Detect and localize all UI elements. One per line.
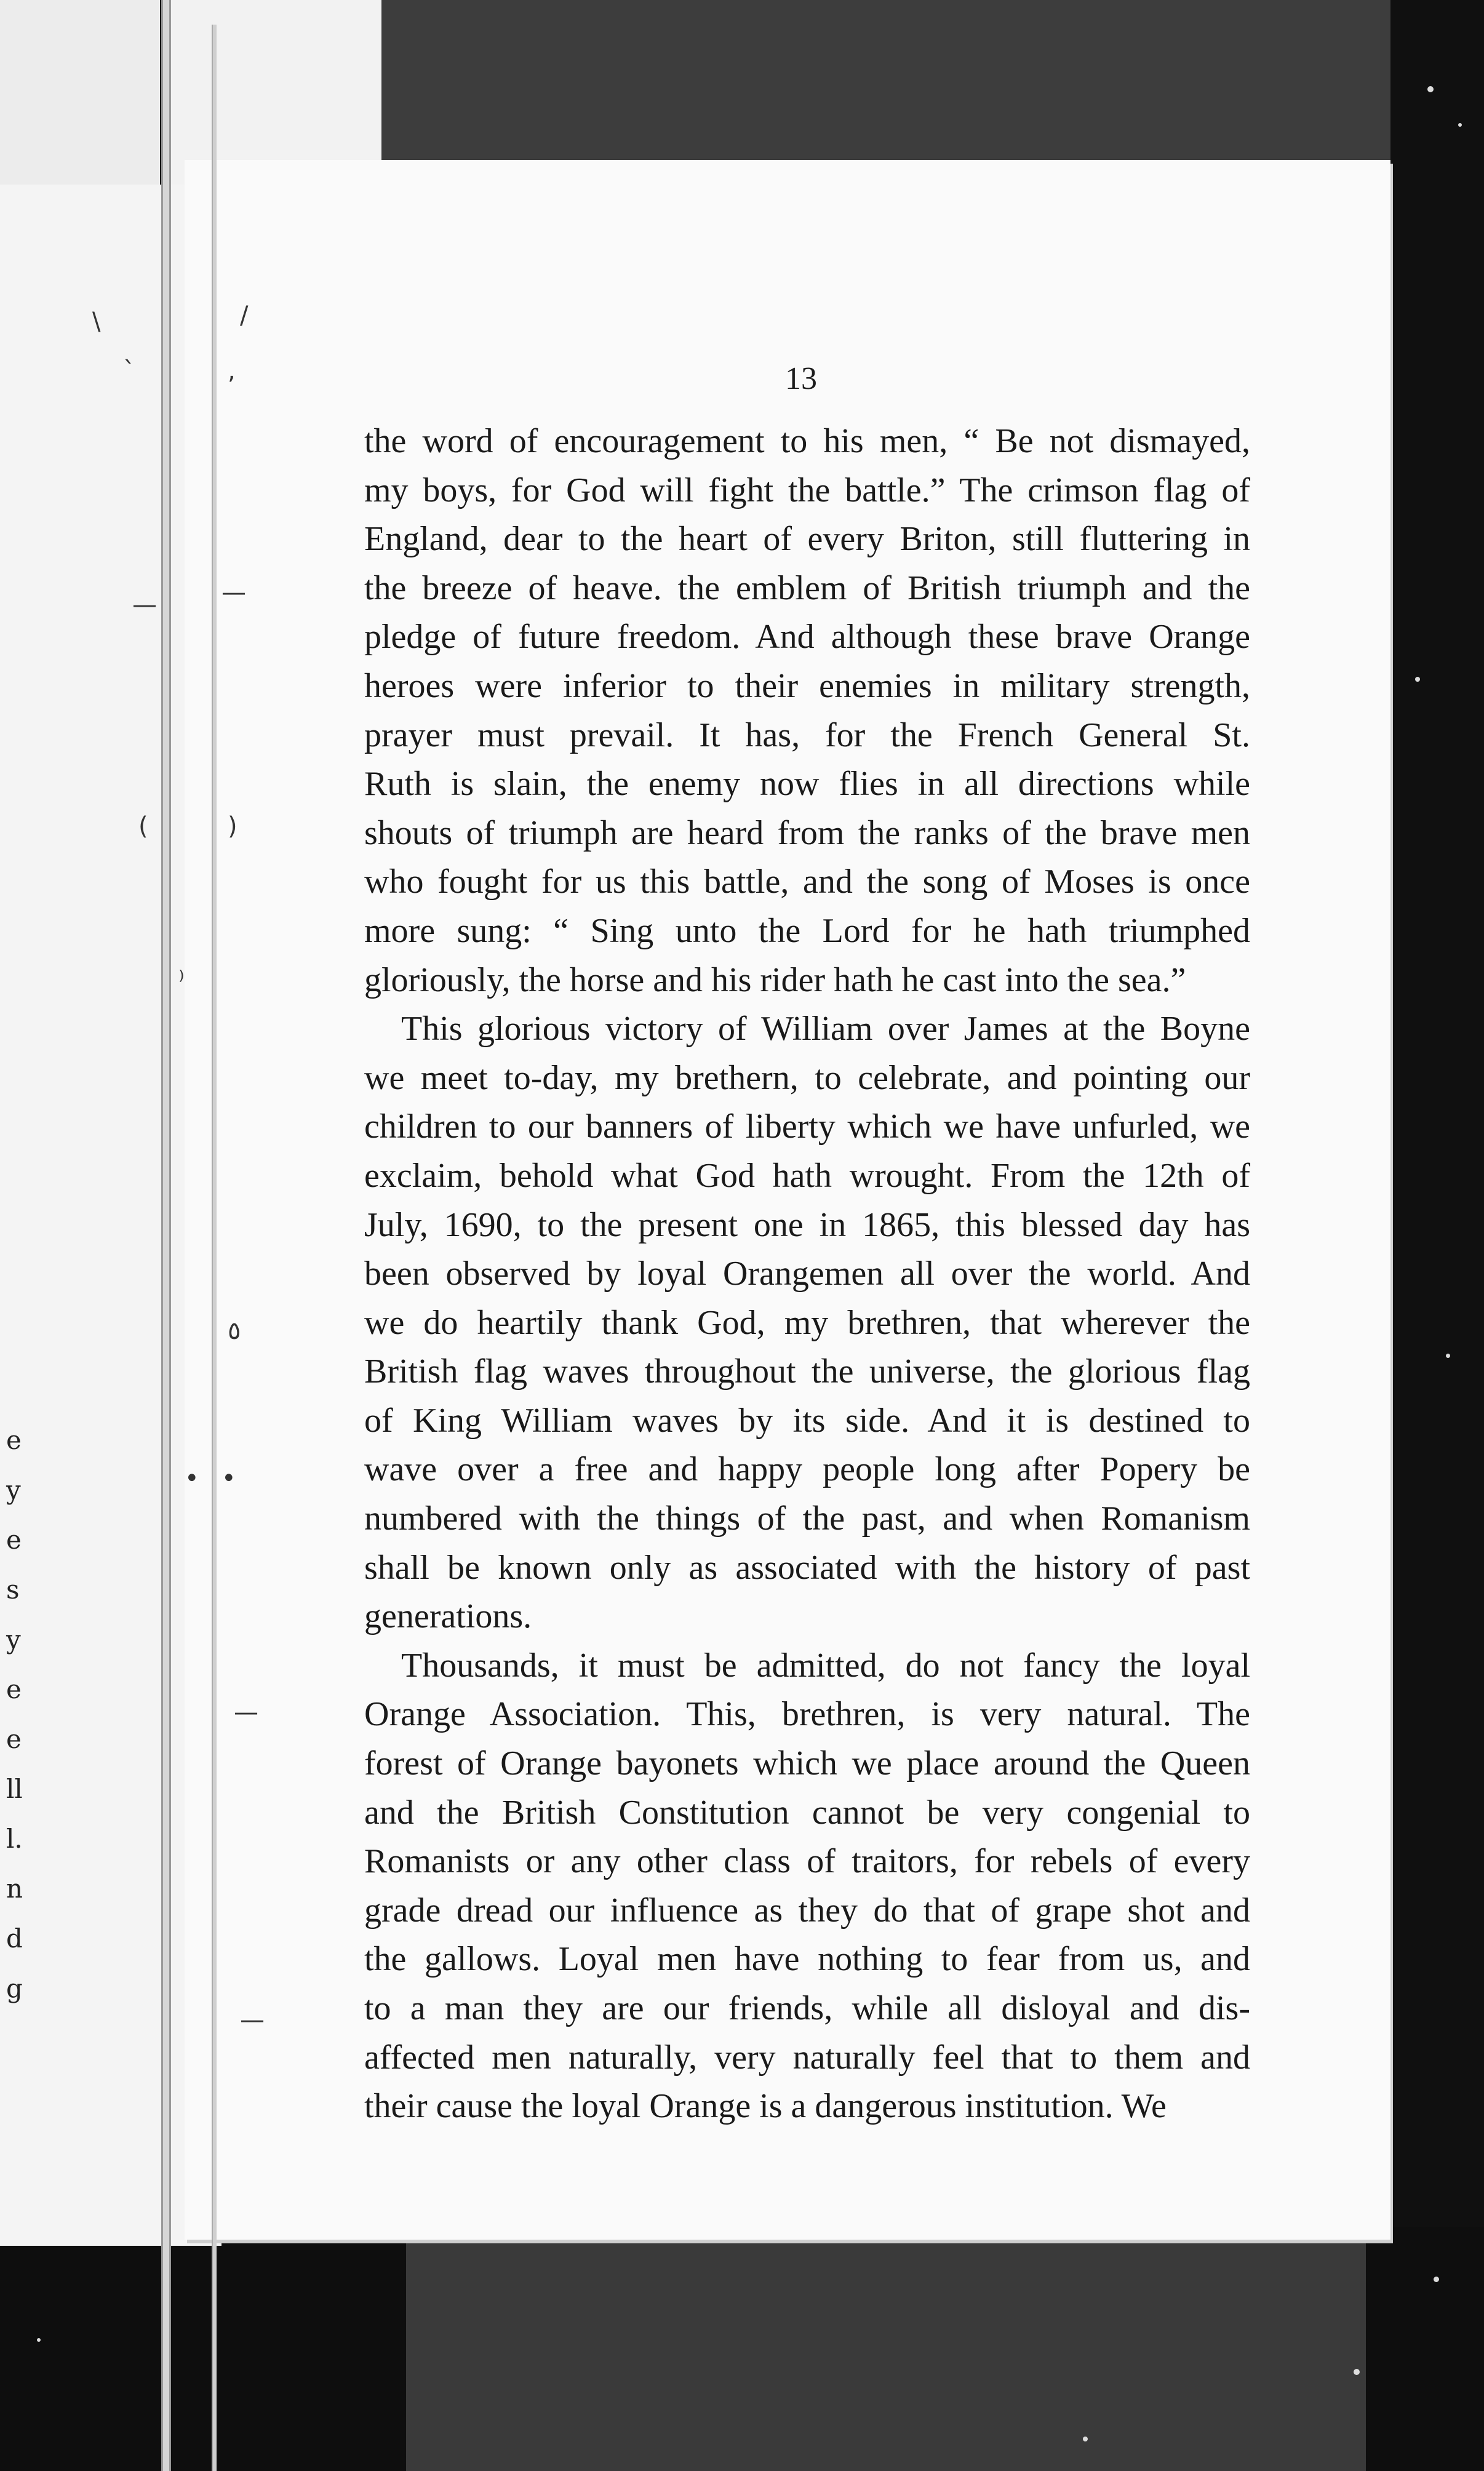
text-line: been observed by loyal Orangemen all over the world. And bbox=[364, 1255, 1250, 1293]
text-line: we meet to-day, my brethern, to celebrate, and pointing our bbox=[364, 1058, 1250, 1097]
edge-letter: y bbox=[6, 1475, 21, 1505]
text-line: more sung: “ Sing unto the Lord for he hath triumphed bbox=[364, 911, 1250, 950]
text-line: Thousands, it must be admitted, do not fancy the loyal bbox=[401, 1646, 1250, 1685]
page-gutter bbox=[212, 25, 217, 2471]
gutter-mark: ٥ bbox=[228, 1317, 241, 1345]
speck bbox=[1434, 2277, 1439, 2282]
gutter-mark: ⁾ bbox=[178, 966, 185, 994]
edge-letter: g bbox=[6, 1973, 23, 2003]
background-bottom-panel bbox=[406, 2233, 1366, 2471]
text-line: July, 1690, to the present one in 1865, this blessed day has bbox=[364, 1205, 1250, 1244]
speck bbox=[1354, 2369, 1360, 2375]
text-line: shouts of triumph are heard from the ranks of the brave men bbox=[364, 813, 1250, 852]
speck bbox=[1446, 1354, 1450, 1358]
text-line: prayer must prevail. It has, for the French General St. bbox=[364, 716, 1250, 754]
text-line: pledge of future freedom. And although these brave Orange bbox=[364, 618, 1250, 657]
text-line: shall be known only as associated with the history of past bbox=[364, 1548, 1250, 1587]
page-body-text bbox=[364, 417, 1250, 2131]
edge-letter: e bbox=[6, 1425, 22, 1455]
text-line: children to our banners of liberty which we have unfurled, we bbox=[364, 1108, 1250, 1146]
text-line: the gallows. Loyal men have nothing to fear from us, and bbox=[364, 1940, 1250, 1979]
edge-letter: e bbox=[6, 1674, 22, 1704]
gutter-mark: • bbox=[185, 1464, 199, 1493]
edge-letter: y bbox=[6, 1624, 21, 1655]
edge-letter: s bbox=[6, 1575, 20, 1605]
text-line: exclaim, behold what God hath wrought. From the 12th of bbox=[364, 1156, 1250, 1195]
text-line: Romanists or any other class of traitors, for rebels of every bbox=[364, 1842, 1250, 1881]
text-line: and the British Constitution cannot be very congenial to bbox=[364, 1793, 1250, 1832]
gutter-mark: — bbox=[240, 2006, 265, 2034]
text-line: who fought for us this battle, and the song of Moses is once bbox=[364, 863, 1250, 901]
text-line: wave over a free and happy people long after Popery be bbox=[364, 1450, 1250, 1489]
text-line: my boys, for God will fight the battle.” The crimson flag of bbox=[364, 471, 1250, 509]
text-line: the word of encouragement to his men, “ Be not dismayed, bbox=[364, 422, 1250, 460]
background-top bbox=[381, 0, 1484, 166]
speck bbox=[1458, 123, 1462, 127]
text-line: This glorious victory of William over James at the Boyne bbox=[401, 1010, 1250, 1048]
gutter-mark: ( bbox=[138, 812, 148, 840]
text-line: the breeze of heave. the emblem of British triumph and the bbox=[364, 569, 1250, 607]
text-line: gloriously, the horse and his rider hath he cast into the sea.” bbox=[364, 960, 1186, 999]
text-line: to a man they are our friends, while all disloyal and dis- bbox=[364, 1989, 1250, 2027]
book-spine bbox=[161, 0, 171, 2471]
speck bbox=[1427, 86, 1434, 92]
top-strip bbox=[166, 0, 381, 185]
text-line: Ruth is slain, the enemy now flies in all directions while bbox=[364, 765, 1250, 804]
gutter-mark: • bbox=[221, 1464, 236, 1493]
text-line: Orange Association. This, brethren, is very natural. The bbox=[364, 1695, 1250, 1734]
gutter-mark: , bbox=[228, 357, 236, 385]
edge-letter: l. bbox=[6, 1824, 23, 1854]
gutter-mark: — bbox=[132, 591, 157, 619]
left-leaf-top bbox=[0, 0, 160, 185]
background-right bbox=[1390, 0, 1484, 2471]
edge-letter: ll bbox=[6, 1774, 23, 1804]
edge-letter: n bbox=[6, 1874, 23, 1904]
speck bbox=[37, 2338, 41, 2342]
text-line: affected men naturally, very naturally feel that to them and bbox=[364, 2038, 1250, 2077]
gutter-mark: — bbox=[234, 1698, 258, 1727]
speck bbox=[1415, 677, 1420, 682]
text-line: British flag waves throughout the universe, the glorious flag bbox=[364, 1352, 1250, 1391]
page-number: 13 bbox=[785, 361, 817, 396]
text-line: forest of Orange bayonets which we place around the Queen bbox=[364, 1744, 1250, 1783]
edge-letter: e bbox=[6, 1724, 22, 1754]
speck bbox=[1083, 2437, 1088, 2441]
text-line: their cause the loyal Orange is a dangerous institution. We bbox=[364, 2087, 1167, 2126]
gutter-mark: \ bbox=[92, 308, 101, 336]
left-page-edge-text bbox=[6, 1415, 31, 2013]
text-line: England, dear to the heart of every Briton, still fluttering in bbox=[364, 520, 1250, 559]
text-line: numbered with the things of the past, and when Romanism bbox=[364, 1499, 1250, 1538]
text-line: grade dread our influence as they do that of grape shot and bbox=[364, 1891, 1250, 1930]
text-line: of King William waves by its side. And it is destined to bbox=[364, 1401, 1250, 1440]
edge-letter: e bbox=[6, 1525, 22, 1555]
edge-letter: d bbox=[6, 1923, 23, 1954]
gutter-mark: / bbox=[240, 301, 249, 330]
text-line: heroes were inferior to their enemies in military strength, bbox=[364, 666, 1250, 705]
gutter-mark: ) bbox=[228, 812, 237, 840]
gutter-mark: — bbox=[221, 578, 246, 607]
text-line: we do heartily thank God, my brethren, that wherever the bbox=[364, 1303, 1250, 1342]
gutter-mark: ` bbox=[123, 357, 135, 385]
text-line: generations. bbox=[364, 1597, 532, 1636]
